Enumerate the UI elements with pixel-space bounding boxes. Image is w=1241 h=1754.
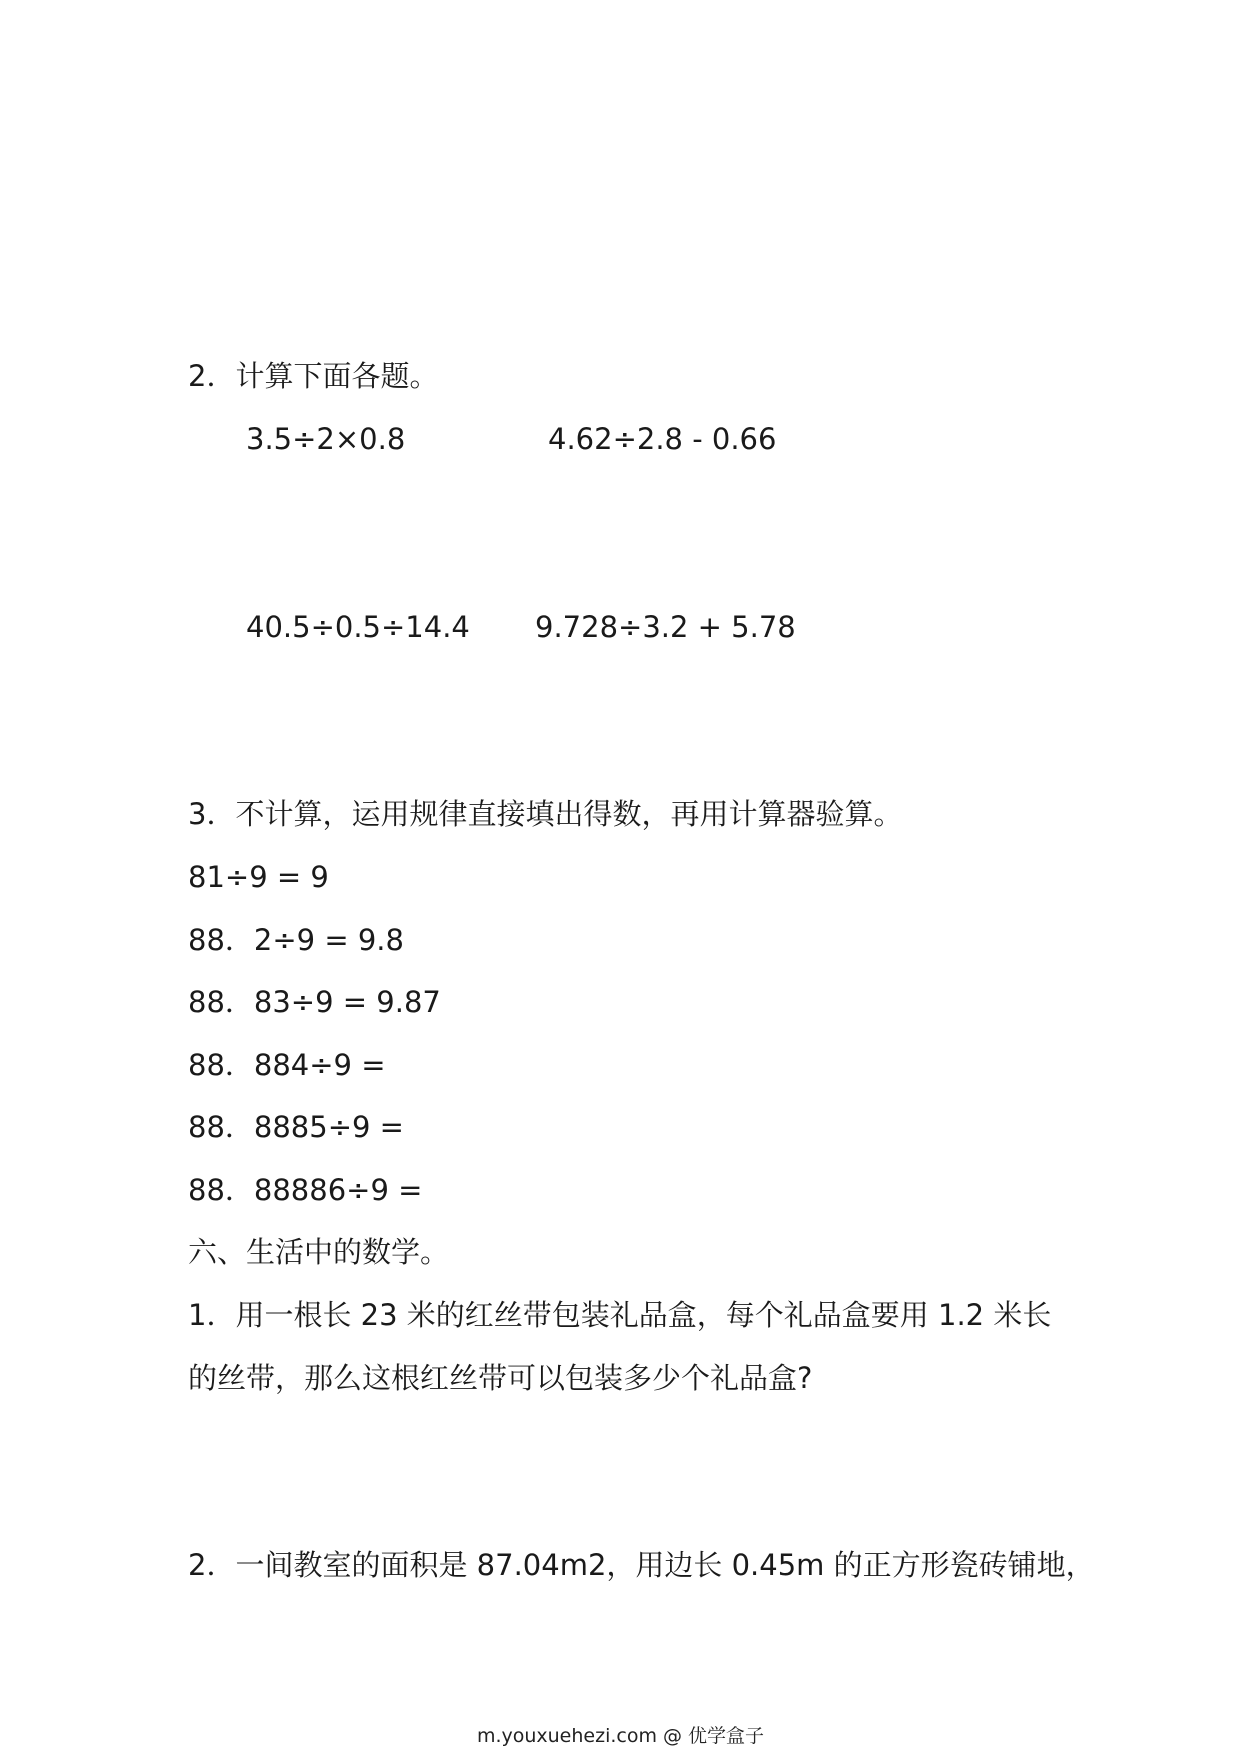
pattern-row: 88．2÷9 = 9.8 <box>188 923 404 957</box>
section2-heading: 2．计算下面各题。 <box>188 359 439 393</box>
footer-source: m.youxuehezi.com @ 优学盒子 <box>476 1725 765 1747</box>
pattern-row: 88．83÷9 = 9.87 <box>188 985 441 1019</box>
question-1-line-1: 1．用一根长 23 米的红丝带包装礼品盒，每个礼品盒要用 1.2 米长 <box>188 1298 1052 1332</box>
question-1-line-2: 的丝带，那么这根红丝带可以包装多少个礼品盒? <box>188 1361 813 1395</box>
pattern-row: 81÷9 = 9 <box>188 860 329 894</box>
expression-2: 4.62÷2.8 - 0.66 <box>548 422 777 456</box>
pattern-row: 88．88886÷9 = <box>188 1173 423 1207</box>
section3-heading: 3．不计算，运用规律直接填出得数，再用计算器验算。 <box>188 797 903 831</box>
expression-4: 9.728÷3.2 + 5.78 <box>535 610 796 644</box>
expression-3: 40.5÷0.5÷14.4 <box>246 610 470 644</box>
question-2-line-1: 2．一间教室的面积是 87.04m2，用边长 0.45m 的正方形瓷砖铺地， <box>188 1548 1095 1582</box>
part6-heading: 六、生活中的数学。 <box>188 1235 450 1269</box>
expression-1: 3.5÷2×0.8 <box>246 422 406 456</box>
pattern-row: 88．884÷9 = <box>188 1048 386 1082</box>
pattern-row: 88．8885÷9 = <box>188 1110 404 1144</box>
